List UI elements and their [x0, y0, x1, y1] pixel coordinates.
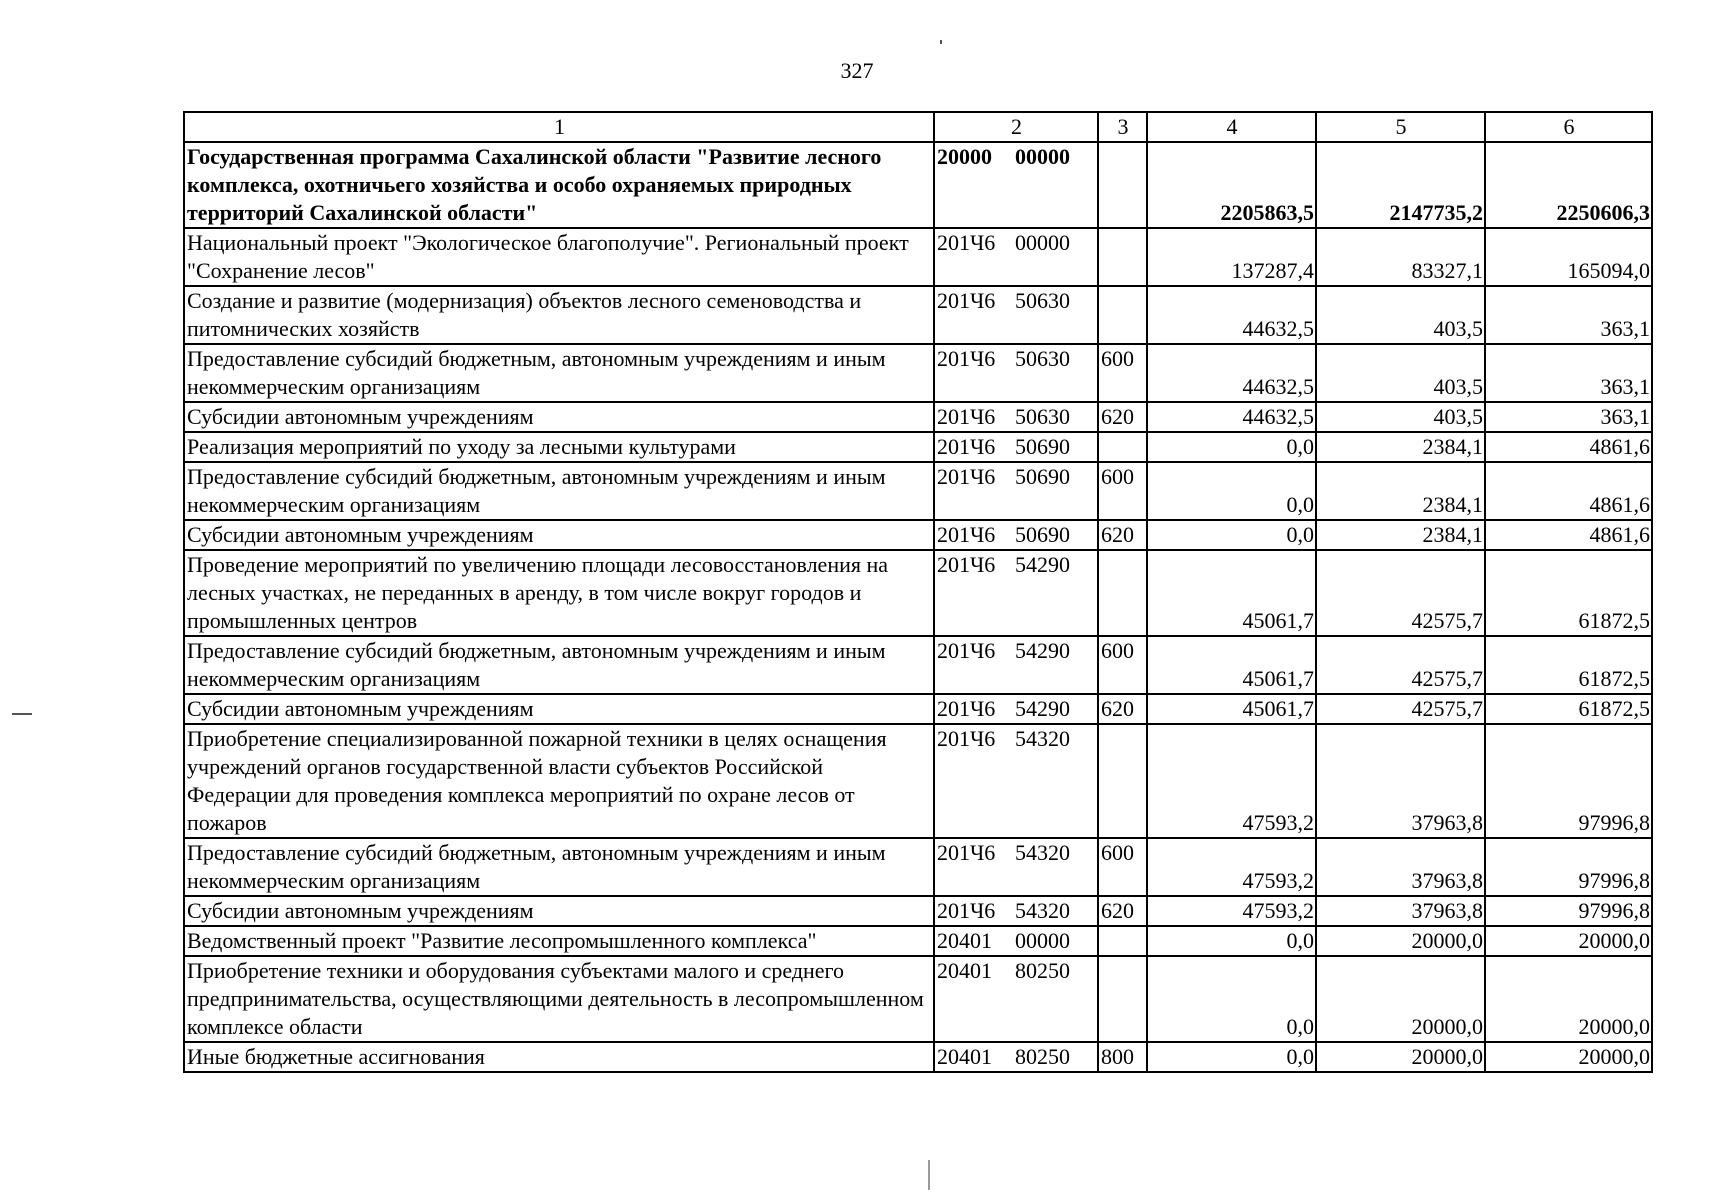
- table-row: [184, 520, 1652, 550]
- direction-code: 54320: [1015, 726, 1070, 751]
- amount-v5: 42575,7: [1316, 694, 1485, 724]
- target-code-cell: [934, 286, 1098, 344]
- expense-type-code: 600: [1098, 462, 1147, 520]
- target-code-cell: [934, 1042, 1098, 1072]
- expense-type-code: [1098, 432, 1147, 462]
- table-row: [184, 462, 1652, 520]
- amount-v4: 0,0: [1147, 432, 1316, 462]
- target-code-cell: [934, 926, 1098, 956]
- program-code: 201Ч6: [937, 552, 996, 577]
- amount-v5: 2384,1: [1316, 432, 1485, 462]
- table-row: [184, 286, 1652, 344]
- expense-type-code: [1098, 550, 1147, 636]
- amount-v6: 2250606,3: [1485, 142, 1652, 228]
- amount-v4: 0,0: [1147, 926, 1316, 956]
- table-row: [184, 636, 1652, 694]
- header-row: [184, 112, 1652, 142]
- table-row: [184, 142, 1652, 228]
- amount-v4: 47593,2: [1147, 896, 1316, 926]
- target-code-cell: [934, 520, 1098, 550]
- target-code-cell: [934, 228, 1098, 286]
- row-name: Приобретение специализированной пожарной техники в целях оснащения учреждений органов государственной власти субъектов Российской Федерации для проведения комплекса мероприятий по охране лесов от пожаров: [184, 724, 934, 838]
- amount-v5: 403,5: [1316, 286, 1485, 344]
- expense-type-code: [1098, 228, 1147, 286]
- direction-code: 50630: [1015, 404, 1070, 429]
- program-code: 201Ч6: [937, 840, 996, 865]
- amount-v5: 42575,7: [1316, 550, 1485, 636]
- column-header: 2: [934, 112, 1098, 142]
- table-row: [184, 956, 1652, 1042]
- amount-v6: 4861,6: [1485, 520, 1652, 550]
- row-name: Ведомственный проект "Развитие лесопромышленного комплекса": [184, 926, 934, 956]
- amount-v4: 0,0: [1147, 462, 1316, 520]
- row-name: Предоставление субсидий бюджетным, автономным учреждениям и иным некоммерческим организациям: [184, 636, 934, 694]
- direction-code: 00000: [1015, 230, 1070, 255]
- target-code-cell: [934, 636, 1098, 694]
- table-row: [184, 694, 1652, 724]
- program-code: 201Ч6: [937, 464, 996, 489]
- expense-type-code: [1098, 724, 1147, 838]
- expense-type-code: 600: [1098, 838, 1147, 896]
- direction-code: 54290: [1015, 638, 1070, 663]
- table-row: [184, 926, 1652, 956]
- table-row: [184, 402, 1652, 432]
- expense-type-code: 620: [1098, 694, 1147, 724]
- program-code: 201Ч6: [937, 696, 996, 721]
- amount-v6: 363,1: [1485, 402, 1652, 432]
- table-row: [184, 724, 1652, 838]
- expense-type-code: 620: [1098, 896, 1147, 926]
- amount-v5: 2384,1: [1316, 520, 1485, 550]
- table-row: [184, 432, 1652, 462]
- row-name: Реализация мероприятий по уходу за лесными культурами: [184, 432, 934, 462]
- amount-v5: 20000,0: [1316, 1042, 1485, 1072]
- amount-v5: 83327,1: [1316, 228, 1485, 286]
- program-code: 201Ч6: [937, 638, 996, 663]
- scan-speck: [928, 1160, 930, 1190]
- expense-type-code: 600: [1098, 636, 1147, 694]
- amount-v6: 4861,6: [1485, 462, 1652, 520]
- direction-code: 00000: [1015, 928, 1070, 953]
- amount-v5: 37963,8: [1316, 724, 1485, 838]
- target-code-cell: [934, 432, 1098, 462]
- amount-v4: 137287,4: [1147, 228, 1316, 286]
- direction-code: 54320: [1015, 840, 1070, 865]
- amount-v6: 20000,0: [1485, 956, 1652, 1042]
- target-code-cell: [934, 896, 1098, 926]
- row-name: Национальный проект "Экологическое благополучие". Региональный проект "Сохранение лесов": [184, 228, 934, 286]
- direction-code: 50630: [1015, 346, 1070, 371]
- amount-v6: 363,1: [1485, 344, 1652, 402]
- amount-v6: 20000,0: [1485, 926, 1652, 956]
- table-row: [184, 228, 1652, 286]
- page-number: 327: [840, 58, 874, 83]
- amount-v4: 45061,7: [1147, 550, 1316, 636]
- amount-v6: 97996,8: [1485, 896, 1652, 926]
- direction-code: 54290: [1015, 696, 1070, 721]
- expense-type-code: 600: [1098, 344, 1147, 402]
- direction-code: 80250: [1015, 958, 1070, 983]
- row-name: Государственная программа Сахалинской области "Развитие лесного комплекса, охотничьего хозяйства и особо охраняемых природных территорий Сахалинской области": [184, 142, 934, 228]
- budget-table: [183, 111, 1653, 1073]
- amount-v4: 45061,7: [1147, 636, 1316, 694]
- amount-v4: 0,0: [1147, 520, 1316, 550]
- direction-code: 50690: [1015, 464, 1070, 489]
- row-name: Проведение мероприятий по увеличению площади лесовосстановления на лесных участках, не переданных в аренду, в том числе вокруг городов и промышленных центров: [184, 550, 934, 636]
- row-name: Предоставление субсидий бюджетным, автономным учреждениям и иным некоммерческим организациям: [184, 462, 934, 520]
- direction-code: 50690: [1015, 522, 1070, 547]
- amount-v5: 20000,0: [1316, 956, 1485, 1042]
- program-code: 201Ч6: [937, 726, 996, 751]
- amount-v4: 0,0: [1147, 956, 1316, 1042]
- amount-v5: 2384,1: [1316, 462, 1485, 520]
- amount-v6: 97996,8: [1485, 838, 1652, 896]
- expense-type-code: 620: [1098, 520, 1147, 550]
- row-name: Иные бюджетные ассигнования: [184, 1042, 934, 1072]
- program-code: 201Ч6: [937, 404, 996, 429]
- expense-type-code: 620: [1098, 402, 1147, 432]
- target-code-cell: [934, 694, 1098, 724]
- row-name: Субсидии автономным учреждениям: [184, 402, 934, 432]
- amount-v5: 37963,8: [1316, 896, 1485, 926]
- amount-v4: 45061,7: [1147, 694, 1316, 724]
- row-name: Предоставление субсидий бюджетным, автономным учреждениям и иным некоммерческим организациям: [184, 344, 934, 402]
- expense-type-code: 800: [1098, 1042, 1147, 1072]
- amount-v5: 37963,8: [1316, 838, 1485, 896]
- program-code: 20000: [937, 144, 992, 169]
- row-name: Субсидии автономным учреждениям: [184, 896, 934, 926]
- row-name: Создание и развитие (модернизация) объектов лесного семеноводства и питомнических хозяйств: [184, 286, 934, 344]
- amount-v4: 0,0: [1147, 1042, 1316, 1072]
- amount-v4: 2205863,5: [1147, 142, 1316, 228]
- amount-v4: 47593,2: [1147, 838, 1316, 896]
- table-row: [184, 1042, 1652, 1072]
- target-code-cell: [934, 956, 1098, 1042]
- table-row: [184, 838, 1652, 896]
- amount-v6: 97996,8: [1485, 724, 1652, 838]
- table-row: [184, 896, 1652, 926]
- program-code: 20401: [937, 928, 992, 953]
- amount-v5: 42575,7: [1316, 636, 1485, 694]
- expense-type-code: [1098, 956, 1147, 1042]
- row-name: Субсидии автономным учреждениям: [184, 520, 934, 550]
- target-code-cell: [934, 402, 1098, 432]
- column-header: 1: [184, 112, 934, 142]
- amount-v4: 44632,5: [1147, 402, 1316, 432]
- expense-type-code: [1098, 286, 1147, 344]
- table-row: [184, 344, 1652, 402]
- amount-v4: 44632,5: [1147, 344, 1316, 402]
- amount-v4: 44632,5: [1147, 286, 1316, 344]
- amount-v6: 363,1: [1485, 286, 1652, 344]
- program-code: 201Ч6: [937, 288, 996, 313]
- direction-code: 80250: [1015, 1044, 1070, 1069]
- program-code: 201Ч6: [937, 898, 996, 923]
- target-code-cell: [934, 724, 1098, 838]
- amount-v6: 61872,5: [1485, 550, 1652, 636]
- amount-v5: 403,5: [1316, 344, 1485, 402]
- amount-v4: 47593,2: [1147, 724, 1316, 838]
- program-code: 20401: [937, 1044, 992, 1069]
- direction-code: 54320: [1015, 898, 1070, 923]
- target-code-cell: [934, 142, 1098, 228]
- amount-v5: 20000,0: [1316, 926, 1485, 956]
- scan-speck: [12, 713, 32, 715]
- row-name: Субсидии автономным учреждениям: [184, 694, 934, 724]
- direction-code: 50630: [1015, 288, 1070, 313]
- table-row: [184, 550, 1652, 636]
- target-code-cell: [934, 550, 1098, 636]
- scan-speck: [940, 40, 942, 44]
- program-code: 201Ч6: [937, 434, 996, 459]
- column-header: 3: [1098, 112, 1147, 142]
- column-header: 6: [1485, 112, 1652, 142]
- amount-v6: 20000,0: [1485, 1042, 1652, 1072]
- column-header: 4: [1147, 112, 1316, 142]
- target-code-cell: [934, 462, 1098, 520]
- amount-v5: 2147735,2: [1316, 142, 1485, 228]
- target-code-cell: [934, 344, 1098, 402]
- program-code: 20401: [937, 958, 992, 983]
- program-code: 201Ч6: [937, 522, 996, 547]
- target-code-cell: [934, 838, 1098, 896]
- direction-code: 00000: [1015, 144, 1070, 169]
- expense-type-code: [1098, 142, 1147, 228]
- amount-v6: 4861,6: [1485, 432, 1652, 462]
- program-code: 201Ч6: [937, 230, 996, 255]
- program-code: 201Ч6: [937, 346, 996, 371]
- amount-v5: 403,5: [1316, 402, 1485, 432]
- amount-v6: 61872,5: [1485, 694, 1652, 724]
- direction-code: 54290: [1015, 552, 1070, 577]
- row-name: Приобретение техники и оборудования субъектами малого и среднего предпринимательства, осуществляющими деятельность в лесопромышленном комплексе области: [184, 956, 934, 1042]
- expense-type-code: [1098, 926, 1147, 956]
- amount-v6: 165094,0: [1485, 228, 1652, 286]
- amount-v6: 61872,5: [1485, 636, 1652, 694]
- direction-code: 50690: [1015, 434, 1070, 459]
- column-header: 5: [1316, 112, 1485, 142]
- row-name: Предоставление субсидий бюджетным, автономным учреждениям и иным некоммерческим организациям: [184, 838, 934, 896]
